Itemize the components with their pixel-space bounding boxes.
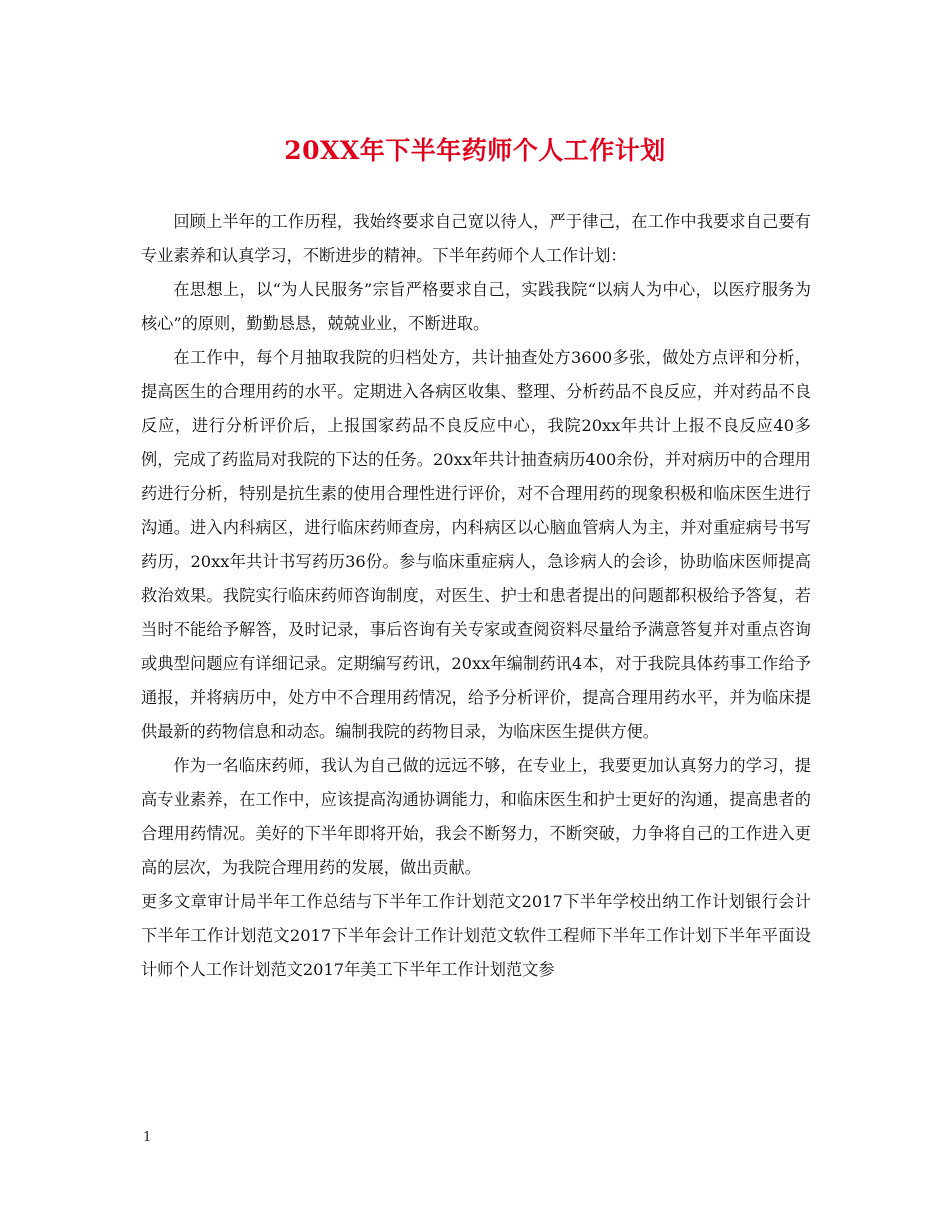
page-number: 1 (143, 1130, 152, 1145)
paragraph-intro: 回顾上半年的工作历程，我始终要求自己宽以待人，严于律己，在工作中我要求自己要有专业素养和认真学习，不断进步的精神。下半年药师个人工作计划： (141, 212, 811, 265)
more-articles-text: 更多文章审计局半年工作总结与下半年工作计划范文2017下半年学校出纳工作计划银行会计下半年工作计划范文2017下半年会计工作计划范文软件工程师下半年工作计划下半年平面设计师个人工作计划范文2017年美工下半年工作计划范文参 (141, 892, 811, 979)
paragraph-ideology: 在思想上，以“为人民服务”宗旨严格要求自己，实践我院“以病人为中心，以医疗服务为核心”的原则，勤勤恳恳，兢兢业业，不断进取。 (141, 280, 811, 333)
paragraph-conclusion: 作为一名临床药师，我认为自己做的远远不够，在专业上，我要更加认真努力的学习，提高专业素养，在工作中，应该提高沟通协调能力，和临床医生和护士更好的沟通，提高患者的合理用药情况。美好的下半年即将开始，我会不断努力，不断突破，力争将自己的工作进入更高的层次，为我院合理用药的发展，做出贡献。 (141, 756, 811, 877)
document-body (141, 205, 811, 987)
document-title: 20XX年下半年药师个人工作计划 (284, 136, 666, 165)
paragraph-work: 在工作中，每个月抽取我院的归档处方，共计抽查处方3600多张，做处方点评和分析，提高医生的合理用药的水平。定期进入各病区收集、整理、分析药品不良反应，并对药品不良反应，进行分析评价后，上报国家药品不良反应中心，我院20xx年共计上报不良反应40多例，完成了药监局对我院的下达的任务。20xx年共计抽查病历400余份，并对病历中的合理用药进行分析，特别是抗生素的使用合理性进行评价，对不合理用药的现象积极和临床医生进行沟通。进入内科病区，进行临床药师查房，内科病区以心脑血管病人为主，并对重症病号书写药历，20xx年共计书写药历36份。参与临床重症病人，急诊病人的会诊，协助临床医师提高救治效果。我院实行临床药师咨询制度，对医生、护士和患者提出的问题都积极给予答复，若当时不能给予解答，及时记录，事后咨询有关专家或查阅资料尽量给予满意答复并对重点咨询或典型问题应有详细记录。定期编写药讯，20xx年编制药讯4本，对于我院具体药事工作给予通报，并将病历中，处方中不合理用药情况，给予分析评价，提高合理用药水平，并为临床提供最新的药物信息和动态。编制我院的药物目录，为临床医生提供方便。 (141, 348, 811, 741)
